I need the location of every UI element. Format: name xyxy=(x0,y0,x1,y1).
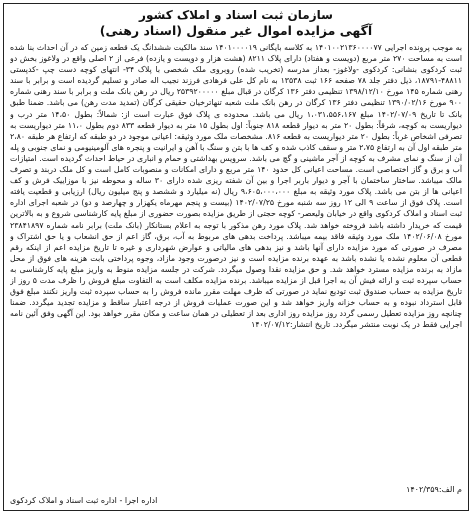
auction-notice xyxy=(3,3,469,511)
reference-date: م الف:۱۴۰۲/۳۵۹ xyxy=(406,485,462,494)
organization-title: سازمان ثبت اسناد و املاک کشور xyxy=(139,8,333,22)
notice-body: به موجب پرونده اجرایی ۱۴۰۱۰۰۲۱۳۶۰۰۰۰۷۷ به کلاسه بایگانی ۱۴۰۱۰۰۰۰۱۹ سند مالکیت ششدانگ یک قطعه زمین که در آن احداث بنا شده است به مساحت ۲۷۰ متر مربع (دویست و هفتاد) دارای پلاک ۸۲۱۱ (هشت هزار و دویست و یازده) فرعی از ۲ اصلی واقع در ولاغوز بخش دو ثبت کردکوی بنشانی: کردکوی -ولاغوز- بعداز مدرسه (تخریب شده) روبروی ملک شخصی با پلاک ۳۴- انتهای کوچه دست چپ -کدپستی ۴۸۸۱۱-۱۸۷۹۱، ذیل دفتر جلد ۷۸ صفحه ۱۶۶ ثبت ۱۳۵۳۸ به نام کل علی فرهادی فرزند نجیب اله صادر و تسلیم گردیده است و برابر با سند رهنی شماره ۱۴۵ مورخ ۱۳۹۸/۱۲/۱۰ تنظیمی دفتر ۱۳۶ کرگان در قبال مبلغ ۲۵۳۹۲۰۰۰۰۰ ریال در رهن بانک ملت و برابر با سند رهنی شماره ۹۰۰ مورخ ۱۳۹۰/۰۲/۱۶ تنظیمی دفتر ۱۳۶ کرگان در رهن بانک ملت شعبه تنهاترخیان حقیقی کرگان (تمدید مدت رهن) می باشد. ضمنا طبق بانک تا تاریخ ۱۴۰۲/۰۷/۰۹ مبلغ ۱،۰۳۱،۵۵۶،۱۶۷ ریال می باشد. محدوده ی پلاک فوق عبارت است از: شمالاً: بطول ۱۴،۵۰ متر درب و دیواریست به کوچه، شرقاً: بطول ۲۰ متر به دیوار قطعه ۸۱۸ جنوباً: اول بطول ۱۵ متر به دیوار قطعه ۸۳۳ دوم بطول ۱۱،۰ متر دیواریست به تصرفی اشخاص غرباً: بطول ۲۰ متر دیواریست به قطعه ۸۱۶. مشخصات ملک مورد وثیقه: اعیانی موجود در دو طبقه که ارتفاع هر طبقه ۲،۸۰ متر طبقه اول آن به ارتفاع ۲،۷۵ متر و سقف کاذب شده و کف ها با بتن و سنگ با آهن و ایرانیت و پنجره های آلومینیومی و نمای جنوبی و پله آن از سنگ و نمای مشرف به کوچه از آجر ماشینی و گچ می باشد. سرویس بهداشتی و حمام و انباری در حیاط احداث گردیده است. امتیازات آب و برق و گاز اختصاصی است. مساحت اعیانی کل حدود ۱۴۰ متر مربع و دارای امکانات و منصوبات کامل است و کل ملک دربند و تصرف مالک میباشد. ساختار ساختمان با آجر و دیوار باربر اجرا و بین آن شفته ریزی شده دارای ۳۰ ساله و محوطه نیز با موزاییک فرش و کف اعیانی ها از بتن می باشد. پلاک مورد وثیقه به مبلغ ۹،۶۰۵،۰۰۰،۰۰۰ ریال (نه میلیارد و ششصد و پنج میلیون ریال) ارزیابی و قطعیت یافته است. پلاک فوق از ساعت ۹ الی ۱۲ روز سه شنبه مورخ ۱۴۰۲/۰۷/۲۵ (بیست و پنجم مهرماه یکهزار و چهارصد و دو) در شعبه اجرای اداره ثبت اسناد و املاک کردکوی واقع در خیابان ولیعصر- کوچه حجتی از طریق مزایده بصورت حضوری از مبلغ پایه کارشناسی شروع و به بالاترین قیمت که خریدار داشته باشد فروخته خواهد شد. پلاک مورد رهن مذکور با توجه به اعلام بستانکار (بانک ملت) برابر نامه شماره ۲۳۸۴۱۸۹۷ مورخ ۱۴۰۲/۰۶/۰۸ ملک مورد وثیقه فاقد بیمه میباشد. پرداخت بدهی های مربوط به آب، برق، گاز اعم از حق انشعاب و یا حق اشتراک و مصرف در صورتی که مورد مزایده دارای آنها باشد و نیز بدهی های مالیاتی و عوارض شهرداری و غیره تا تاریخ مزایده اعم از اینکه رقم قطعی آن معلوم نشده یا نشده باشد به عهده برنده مزایده است و نیز درصورت وجود مازاد، وجوه پرداختی بابت هزینه های فوق از محل مازاد به برنده مزایده مسترد خواهد شد. و حق مزایده نقدا وصول میگردد. شرکت در جلسه مزایده منوط به واریز مبلغ پایه کارشناسی به حساب سپرده ثبت و ارائه فیش آن به اجرا قبل از مزایده میباشد. برنده مزایده مکلف است به التفاوت مبلغ فروش را ظرف مدت ۵ روز از تاریخ مزایده به حساب صندوق ثبت تودیع نماید در صورتی که ظرف مهلت مقرر مانده فروش را به حساب سپرده ثبت واریز نکنند مبلغ فوق قابل استرداد نبوده و به حساب خزانه واریز خواهد شد و این صورت عملیات فروش از درجه اعتبار ساقط و مزایده تجدید میگردد. ضمنا چنانچه روز مزایده تعطیل رسمی گردد روز مزایده روز اداری بعد از تعطیلی در همان ساعت و مکان مقرر خواهد بود. این آگهی وفق آئین نامه اجرایی فقط در یک نوبت منتشر میگردد. تاریخ انتشار:۱۴۰۲/۰۷/۱۲ xyxy=(10,43,462,330)
issuer-signature: اداره اجرا - اداره ثبت اسناد و املاک کردکوی xyxy=(10,496,158,505)
notice-title: آگهی مزایده اموال غیر منقول (اسناد رهنی) xyxy=(99,23,373,38)
